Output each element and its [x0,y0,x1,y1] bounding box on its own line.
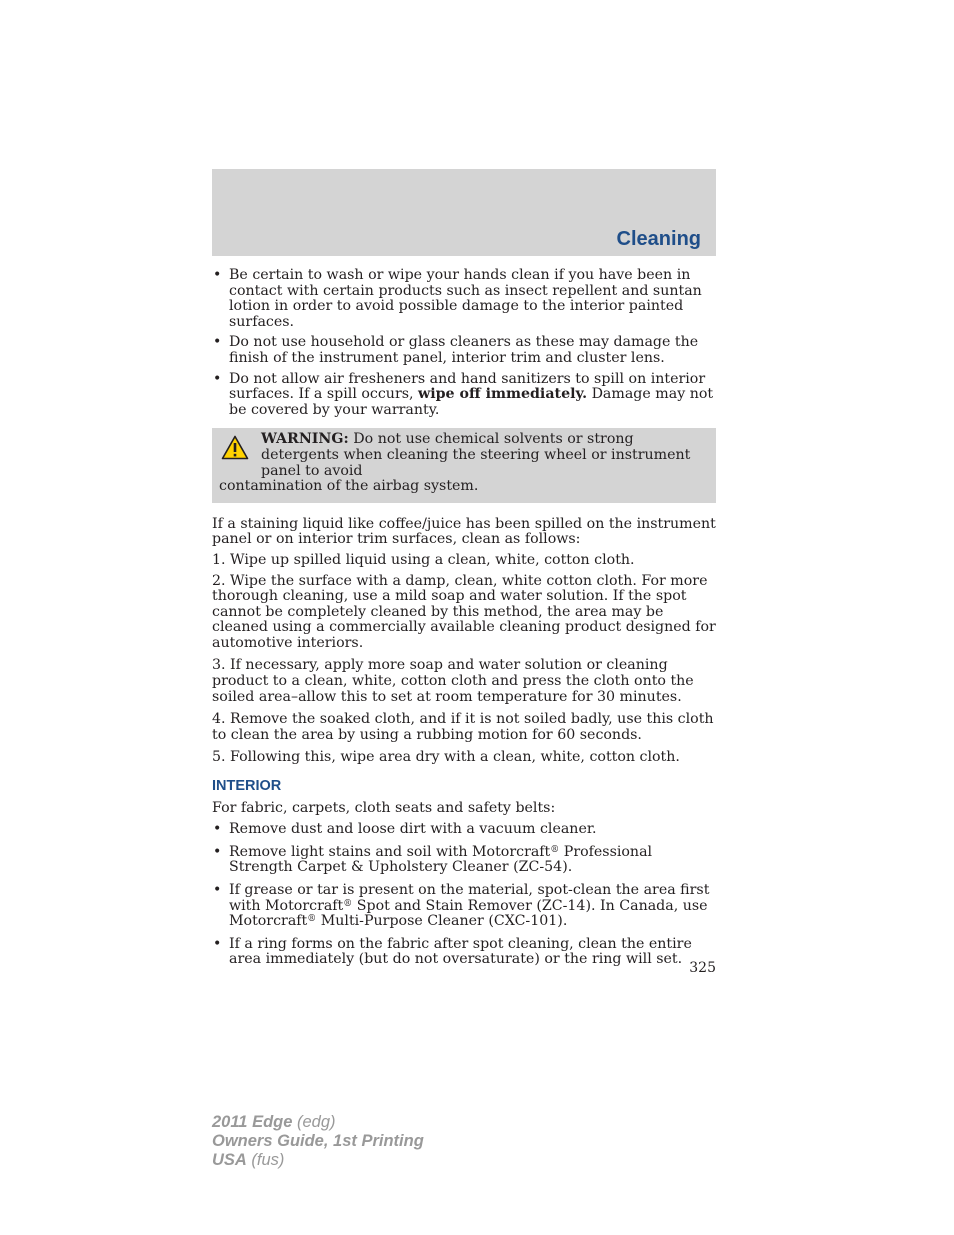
intro-paragraph: If a staining liquid like coffee/juice has been spilled on the instrument panel or on interior trim surfaces, clean as follows: [212,515,716,548]
interior-heading: INTERIOR [212,778,282,795]
registered-mark: ® [550,844,560,855]
list-item: • Remove light stains and soil with Motorcraft® Professional Strength Carpet & Upholstery Cleaner (ZC-54). [212,845,716,876]
interior-intro: For fabric, carpets, cloth seats and safety belts: [212,799,556,816]
warning-box [212,428,716,502]
warning-text-continued: contamination of the airbag system. [219,478,479,495]
document-footer: 2011 Edge (edg) Owners Guide, 1st Printing USA (fus) [212,1113,424,1169]
step-5: 5. Following this, wipe area dry with a clean, white, cotton cloth. [212,749,680,766]
page-number: 325 [689,960,716,976]
top-bullet-list [212,268,716,418]
step-3: 3. If necessary, apply more soap and water solution or cleaning product to a clean, white, cotton cloth and press the cloth onto the soiled area–allow this to set at room temperature for 30 minutes. [212,657,694,705]
spill-text-before: Do not allow air fresheners and hand sanitizers to spill on interior surfaces. If a spill occurs, [229,370,706,403]
spill-text-bold: wipe off immediately. [418,386,588,403]
warning-text: Do not use chemical solvents or strong detergents when cleaning the steering wheel or instrument panel to avoid [261,431,691,479]
list-item: • Do not use household or glass cleaners as these may damage the finish of the instrument panel, interior trim and cluster lens. [212,335,716,366]
section-header-band [212,169,716,256]
interior-bullet-list [212,822,716,968]
list-item: • Remove dust and loose dirt with a vacuum cleaner. [212,822,716,838]
warning-label: WARNING: [261,431,349,448]
section-title: Cleaning [616,228,701,250]
registered-mark: ® [307,914,317,925]
list-item [212,372,716,419]
list-item: • Be certain to wash or wipe your hands clean if you have been in contact with certain products such as insect repellent and suntan lotion in order to avoid possible damage to the interior painted surfaces. [212,268,716,330]
list-item: • If grease or tar is present on the material, spot-clean the area first with Motorcraft® Spot and Stain Remover (ZC-14). In Canada, use Motorcraft® Multi-Purpose Cleaner (CXC-101). [212,883,716,930]
step-2: 2. Wipe the surface with a damp, clean, white cotton cloth. For more thorough cleaning, use a mild soap and water solution. If the spot cannot be completely cleaned by this method, the area may be cleaned using a commercially available cleaning product designed for automotive interiors. [212,572,716,651]
warning-triangle-icon [221,435,249,460]
registered-mark: ® [343,898,353,909]
spill-text-after: Damage may not be covered by your warranty. [229,386,714,418]
step-1: 1. Wipe up spilled liquid using a clean, white, cotton cloth. [212,551,635,568]
list-item: • If a ring forms on the fabric after spot cleaning, clean the entire area immediately (but do not oversaturate) or the ring will set. [212,937,716,968]
step-4: 4. Remove the soaked cloth, and if it is not soiled badly, use this cloth to clean the area by using a rubbing motion for 60 seconds. [212,711,714,743]
page-content [212,268,716,975]
